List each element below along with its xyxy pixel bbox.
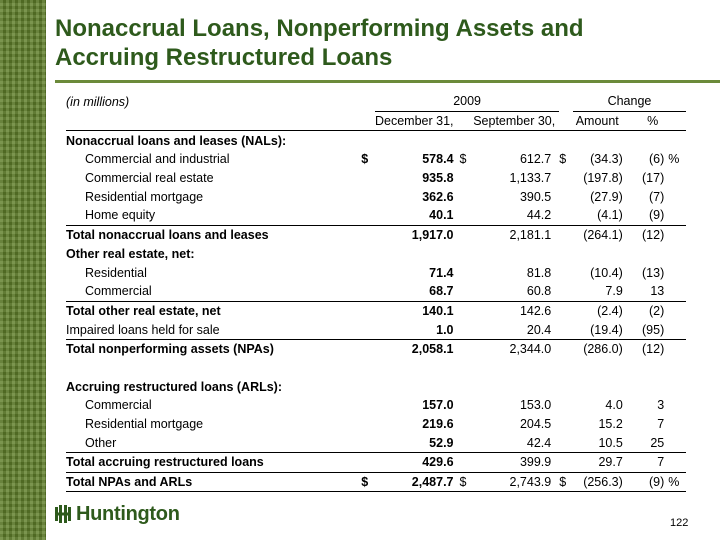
table-row: Commercial and industrial $ 578.4 $ 612.7 $ (34.3) (6) % — [85, 152, 680, 167]
change-header: Change — [573, 92, 686, 111]
table-row: Commercial 157.0 153.0 4.0 3 — [85, 398, 665, 413]
col-amount: Amount — [573, 111, 629, 131]
page-number: 122 — [670, 517, 689, 529]
page-title — [55, 14, 675, 72]
table-row: Residential 71.4 81.8 (10.4) (13) — [85, 265, 665, 280]
units-label: (in millions) — [66, 94, 130, 109]
table-row: Impaired loans held for sale 1.0 20.4 (19.4) (95) — [66, 320, 686, 339]
table-row: Commercial real estate 935.8 1,133.7 (197.8) (17) — [85, 171, 665, 186]
section-header-nal: Nonaccrual loans and leases (NALs): — [66, 133, 287, 148]
table-row: Residential mortgage 362.6 390.5 (27.9) (7) — [85, 189, 665, 204]
header-row-2 — [66, 111, 686, 131]
title-line-2: Accruing Restructured Loans — [55, 44, 393, 71]
col-percent: % — [629, 111, 666, 131]
table-row: Commercial 68.7 60.8 7.9 13 — [66, 282, 686, 301]
logo-wordmark: Huntington — [76, 502, 180, 525]
huntington-logo-icon — [54, 504, 72, 524]
col-december: December 31, — [375, 111, 460, 131]
huntington-logo — [54, 502, 180, 526]
spacer-row — [66, 359, 686, 378]
header-row-1 — [66, 92, 686, 111]
title-divider — [55, 80, 720, 83]
table-row: Residential mortgage 219.6 204.5 15.2 7 — [85, 417, 665, 432]
section-header-ore: Other real estate, net: — [66, 246, 195, 261]
title-line-1: Nonaccrual Loans, Nonperforming Assets and — [55, 15, 584, 42]
total-row: Total accruing restructured loans 429.6 399.9 29.7 7 — [66, 453, 686, 473]
total-row: Total nonaccrual loans and leases 1,917.0 2,181.1 (264.1) (12) — [66, 228, 665, 243]
year-header: 2009 — [375, 92, 559, 111]
col-september: September 30, — [473, 111, 559, 131]
section-header-arl: Accruing restructured loans (ARLs): — [66, 379, 283, 394]
decorative-sidebar — [0, 0, 46, 540]
table-row: Home equity 40.1 44.2 (4.1) (9) — [66, 206, 686, 225]
credit-quality-table — [66, 92, 686, 492]
total-row: Total other real estate, net 140.1 142.6 (2.4) (2) — [66, 303, 665, 318]
total-row: Total nonperforming assets (NPAs) 2,058.1 2,344.0 (286.0) (12) — [66, 342, 665, 357]
table-row: Other 52.9 42.4 10.5 25 — [66, 433, 686, 452]
grand-total-row: Total NPAs and ARLs $ 2,487.7 $ 2,743.9 $ (256.3) (9) % — [66, 472, 686, 492]
